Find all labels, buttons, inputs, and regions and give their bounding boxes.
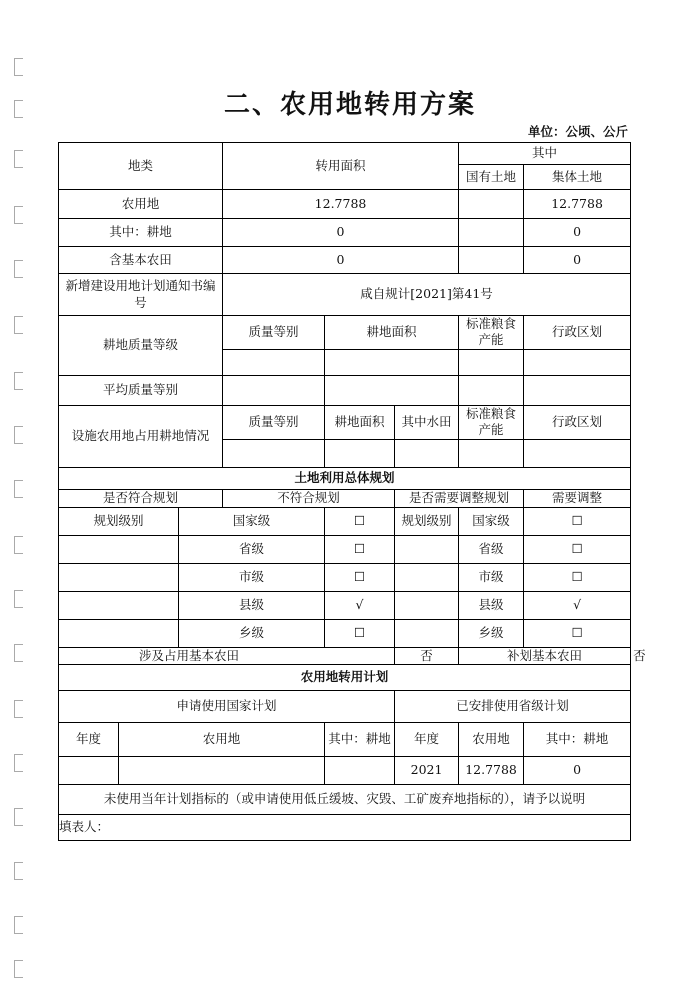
plan-level-name: 乡级 bbox=[179, 619, 325, 647]
facility-header-region: 行政区划 bbox=[524, 405, 631, 439]
row-label: 含基本农田 bbox=[59, 247, 223, 274]
plan-level-name: 县级 bbox=[179, 591, 325, 619]
provincial-agri-header: 农用地 bbox=[459, 722, 524, 756]
avg-quality-cell bbox=[223, 375, 325, 405]
plan-level-checkbox-right: ☐ bbox=[524, 507, 631, 535]
provincial-year-value: 2021 bbox=[395, 756, 459, 784]
unit-label: 单位：公顷、公斤 bbox=[527, 124, 628, 139]
facility-header-paddy: 其中水田 bbox=[395, 405, 459, 439]
adjust-label: 是否需要调整规划 bbox=[395, 489, 524, 507]
state-value bbox=[459, 247, 524, 274]
plan-level-name-right: 省级 bbox=[459, 535, 524, 563]
facility-cell bbox=[223, 439, 325, 467]
quality-area-cell bbox=[325, 349, 459, 375]
row-label: 其中：耕地 bbox=[59, 219, 223, 247]
quality-region-cell bbox=[524, 349, 631, 375]
plan-level-name: 国家级 bbox=[179, 507, 325, 535]
compliance-label: 是否符合规划 bbox=[59, 489, 223, 507]
facility-cell bbox=[524, 439, 631, 467]
collective-value: 0 bbox=[524, 219, 631, 247]
binding-mark bbox=[14, 536, 23, 554]
quality-header-region: 行政区划 bbox=[524, 316, 631, 350]
plan-level-blank bbox=[395, 563, 459, 591]
facility-label: 设施农用地占用耕地情况 bbox=[59, 405, 223, 467]
facility-header-capacity: 标准粮食产能 bbox=[459, 405, 524, 439]
plan-level-checkbox: ☐ bbox=[325, 563, 395, 591]
converted-value: 0 bbox=[223, 247, 459, 274]
plan-level-blank bbox=[59, 563, 179, 591]
national-cultivated-cell bbox=[325, 756, 395, 784]
binding-mark bbox=[14, 150, 23, 168]
binding-mark bbox=[14, 700, 23, 718]
avg-quality-cell bbox=[524, 375, 631, 405]
avg-quality-cell bbox=[459, 375, 524, 405]
national-cultivated-header: 其中：耕地 bbox=[325, 722, 395, 756]
plan-level-name-right: 乡级 bbox=[459, 619, 524, 647]
plan-level-name-right: 县级 bbox=[459, 591, 524, 619]
binding-mark bbox=[14, 260, 23, 278]
plan-level-checkbox: ☐ bbox=[325, 507, 395, 535]
quality-header-area: 耕地面积 bbox=[325, 316, 459, 350]
national-year-cell bbox=[59, 756, 119, 784]
binding-mark bbox=[14, 960, 23, 978]
row-label: 农用地 bbox=[59, 190, 223, 219]
facility-header-area: 耕地面积 bbox=[325, 405, 395, 439]
adjust-value: 需要调整 bbox=[524, 489, 631, 507]
plan-level-checkbox-right: ☐ bbox=[524, 619, 631, 647]
table-row bbox=[59, 219, 631, 247]
binding-mark bbox=[14, 372, 23, 390]
binding-mark bbox=[14, 644, 23, 662]
plan-level-blank bbox=[395, 535, 459, 563]
plan-level-blank bbox=[395, 591, 459, 619]
notice-label: 新增建设用地计划通知书编号 bbox=[59, 274, 223, 316]
plan-level-checkbox-right: ☐ bbox=[524, 563, 631, 591]
quality-label: 耕地质量等级 bbox=[59, 316, 223, 376]
plan-level-checkbox-right: ☐ bbox=[524, 535, 631, 563]
header-state-land: 国有土地 bbox=[459, 165, 524, 190]
provincial-year-header: 年度 bbox=[395, 722, 459, 756]
plan-level-label: 规划级别 bbox=[59, 507, 179, 535]
plan-level-blank bbox=[395, 619, 459, 647]
provincial-cultivated-header: 其中：耕地 bbox=[524, 722, 631, 756]
facility-cell bbox=[395, 439, 459, 467]
national-year-header: 年度 bbox=[59, 722, 119, 756]
quality-grade-cell bbox=[223, 349, 325, 375]
table-row bbox=[59, 190, 631, 219]
collective-value: 12.7788 bbox=[524, 190, 631, 219]
state-value bbox=[459, 190, 524, 219]
land-conversion-table: 地类 转用面积 其中 国有土地 集体土地 农用地 12.7788 12.7788 其中：耕地 0 0 含基本农田 0 0 新增建设用地计划通知书编号 咸自规计[2021]第41号 耕地质量等级 质量等别 耕地面积 标准粮食产能 行政区划 平均质量等别 设施农用地占用耕地情况 质量等别 耕地面积 其中水田 标准粮食产能 行政区划 土地利用总体规划 是否符合规划 不符合规划 是否需要调整规划 需要调整 规划级别 国家级 ☐ 规划级别 国家级 ☐ 省级 ☐ 省级 ☐ 市级 ☐ 市级 ☐ 县级 √ 县级 √ 乡级 ☐ 乡级 ☐ 涉及占用基本农田 否 补划基本农田 否 农用地转用计划 申请使用国家计划 已安排使用省级计划 年度 农用地 其中：耕地 年度 农用地 其中：耕地 2021 12.7788 0 未使用当年计划指标的（或申请使用低丘缓坡、灾毁、工矿废弃地指标的），请予以说明 填表人： bbox=[58, 142, 631, 841]
plan-level-blank bbox=[59, 591, 179, 619]
national-agri-header: 农用地 bbox=[119, 722, 325, 756]
binding-mark bbox=[14, 808, 23, 826]
notice-value: 咸自规计[2021]第41号 bbox=[223, 274, 631, 316]
plan-level-blank bbox=[59, 535, 179, 563]
binding-mark bbox=[14, 480, 23, 498]
state-value bbox=[459, 219, 524, 247]
plan-level-name: 省级 bbox=[179, 535, 325, 563]
provincial-plan-label: 已安排使用省级计划 bbox=[395, 690, 631, 722]
converted-value: 12.7788 bbox=[223, 190, 459, 219]
binding-mark bbox=[14, 590, 23, 608]
plan-level-checkbox-right: √ bbox=[524, 591, 631, 619]
binding-mark bbox=[14, 426, 23, 444]
plan-section-title: 土地利用总体规划 bbox=[59, 467, 631, 489]
header-land-type: 地类 bbox=[59, 143, 223, 190]
provincial-agri-value: 12.7788 bbox=[459, 756, 524, 784]
compliance-value: 不符合规划 bbox=[223, 489, 395, 507]
plan-level-checkbox: √ bbox=[325, 591, 395, 619]
filler-label: 填表人： bbox=[59, 814, 631, 840]
page-title: 二、农用地转用方案 bbox=[223, 90, 476, 120]
plan-level-checkbox: ☐ bbox=[325, 535, 395, 563]
plan-level-name-right: 国家级 bbox=[459, 507, 524, 535]
binding-mark bbox=[14, 206, 23, 224]
header-of-which: 其中 bbox=[459, 143, 631, 165]
header-converted-area: 转用面积 bbox=[223, 143, 459, 190]
plan-level-checkbox: ☐ bbox=[325, 619, 395, 647]
binding-mark bbox=[14, 862, 23, 880]
quality-header-grade: 质量等别 bbox=[223, 316, 325, 350]
plan-level-blank bbox=[59, 619, 179, 647]
national-agri-cell bbox=[119, 756, 325, 784]
binding-mark bbox=[14, 316, 23, 334]
provincial-cultivated-value: 0 bbox=[524, 756, 631, 784]
converted-value: 0 bbox=[223, 219, 459, 247]
binding-mark bbox=[14, 916, 23, 934]
quality-capacity-cell bbox=[459, 349, 524, 375]
table-row bbox=[59, 756, 631, 784]
table-row bbox=[59, 247, 631, 274]
basic-farmland-value: 否 bbox=[395, 647, 459, 664]
header-collective-land: 集体土地 bbox=[524, 165, 631, 190]
facility-cell bbox=[325, 439, 395, 467]
footnote: 未使用当年计划指标的（或申请使用低丘缓坡、灾毁、工矿废弃地指标的），请予以说明 bbox=[59, 784, 631, 814]
plan-level-label-right: 规划级别 bbox=[395, 507, 459, 535]
conversion-plan-title: 农用地转用计划 bbox=[59, 664, 631, 690]
supplement-label: 补划基本农田 bbox=[459, 647, 631, 664]
facility-cell bbox=[459, 439, 524, 467]
collective-value: 0 bbox=[524, 247, 631, 274]
basic-farmland-label: 涉及占用基本农田 bbox=[59, 647, 395, 664]
national-plan-label: 申请使用国家计划 bbox=[59, 690, 395, 722]
avg-quality-cell bbox=[325, 375, 459, 405]
facility-header-grade: 质量等别 bbox=[223, 405, 325, 439]
avg-quality-label: 平均质量等别 bbox=[59, 375, 223, 405]
binding-mark bbox=[14, 754, 23, 772]
binding-mark bbox=[14, 58, 23, 76]
plan-level-name: 市级 bbox=[179, 563, 325, 591]
quality-header-capacity: 标准粮食产能 bbox=[459, 316, 524, 350]
plan-level-name-right: 市级 bbox=[459, 563, 524, 591]
